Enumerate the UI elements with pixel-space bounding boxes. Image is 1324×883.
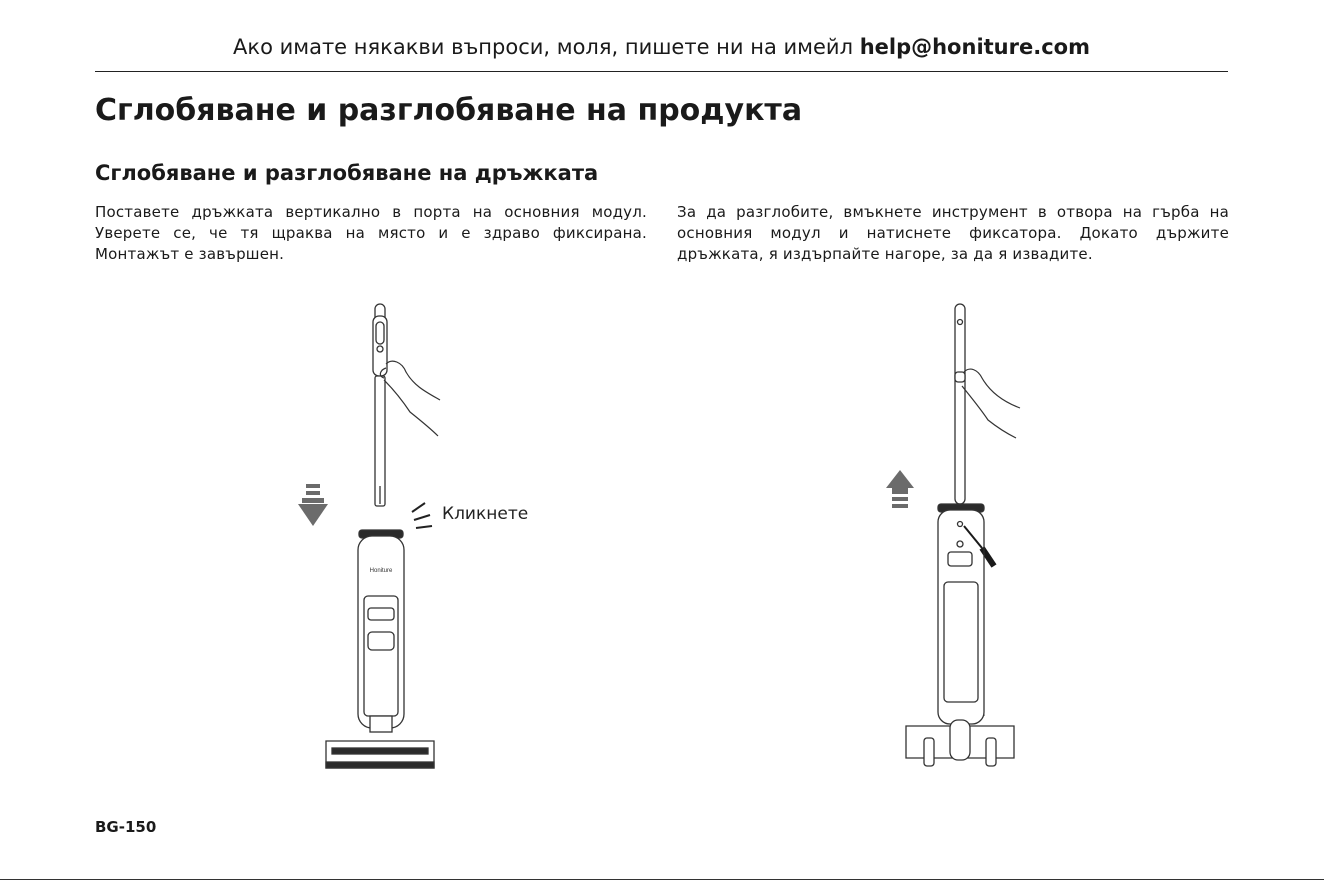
contact-email[interactable]: help@honiture.com xyxy=(859,35,1090,59)
main-body xyxy=(906,504,1014,766)
disassembly-instructions: За да разглобите, вмъкнете инструмент в отвора на гърба на основния модул и натиснете фиксатора. Докато държите дръжката, я издърпайте нагоре, за да я извадите. xyxy=(677,203,1229,263)
contact-text: Ако имате някакви въпроси, моля, пишете ни на имейл xyxy=(233,35,853,59)
main-body xyxy=(326,530,434,768)
header-rule xyxy=(95,71,1228,72)
arrow-up-icon xyxy=(886,470,914,508)
page-number: BG-150 xyxy=(95,818,157,836)
footer-rule xyxy=(0,879,1324,880)
disassembly-illustration xyxy=(860,296,1060,776)
click-marks xyxy=(412,503,432,528)
click-label: Кликнете xyxy=(442,504,529,524)
handle xyxy=(955,304,965,504)
arrow-down-icon xyxy=(298,484,328,526)
page-title: Сглобяване и разглобяване на продукта xyxy=(95,93,803,128)
hand-icon xyxy=(962,369,1020,438)
device-brand: Honiture xyxy=(369,568,393,574)
hand-icon xyxy=(380,361,440,436)
contact-line xyxy=(95,32,1228,62)
handle xyxy=(373,304,387,506)
section-heading: Сглобяване и разглобяване на дръжката xyxy=(95,161,599,185)
assembly-instructions: Поставете дръжката вертикално в порта на основния модул. Уверете се, че тя щраква на място и е здраво фиксирана. Монтажът е завършен. xyxy=(95,203,647,263)
assembly-illustration xyxy=(280,296,540,776)
